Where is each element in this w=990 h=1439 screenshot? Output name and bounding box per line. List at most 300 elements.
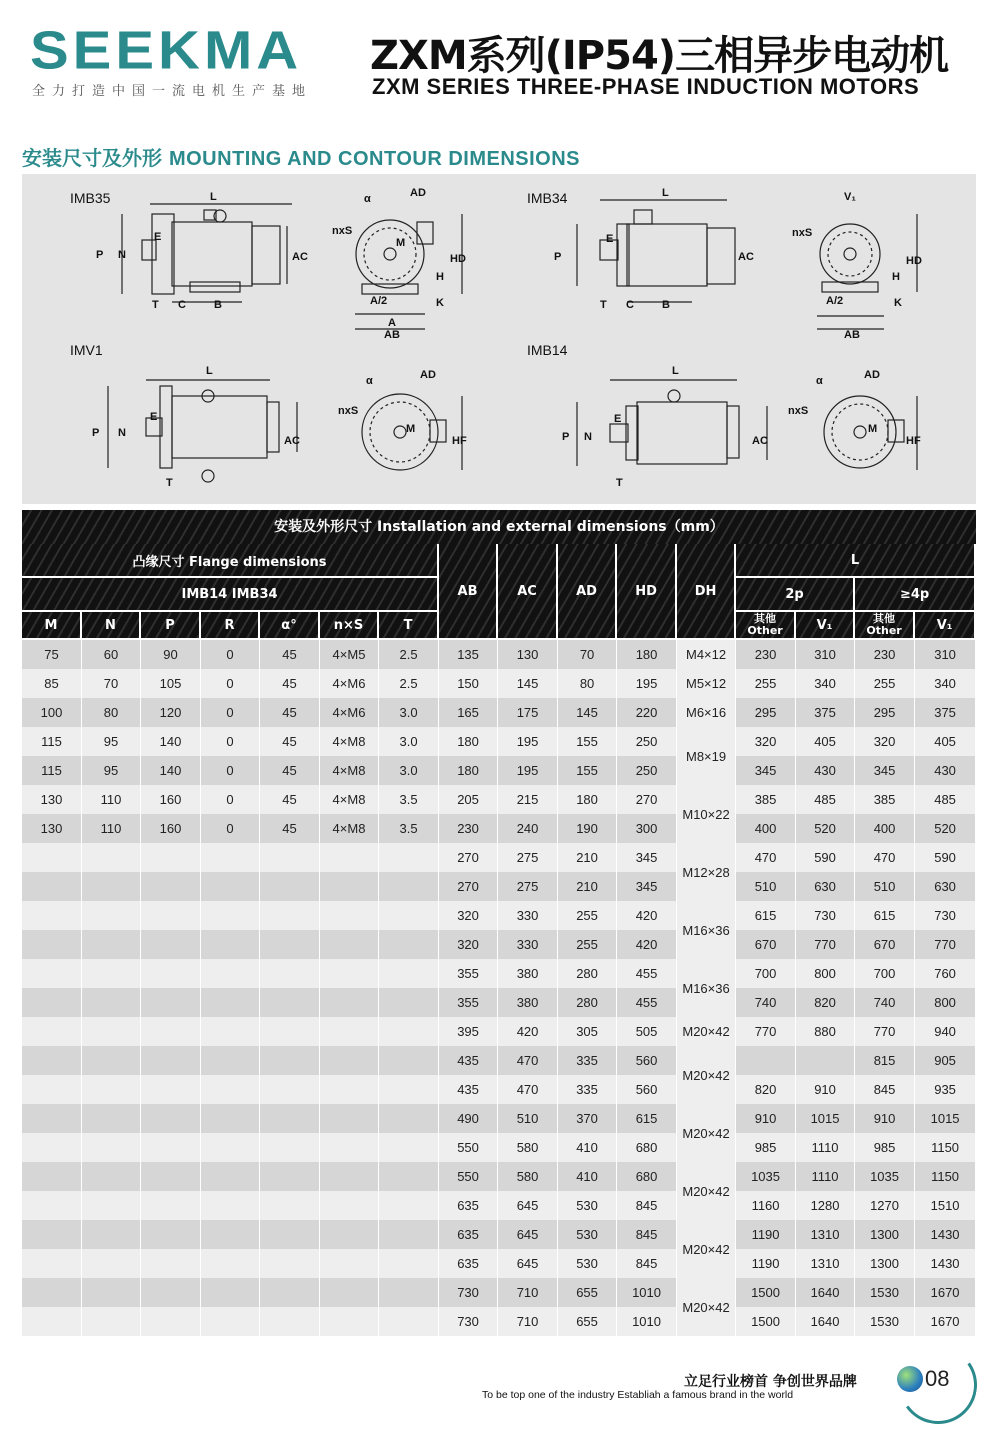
cell-flange [260, 1046, 320, 1075]
cell-flange: 90 [141, 640, 201, 669]
cell-l: 615 [855, 901, 915, 930]
cell-flange [260, 1104, 320, 1133]
dim-a2-imb34: A/2 [826, 295, 844, 307]
cell-ac: 710 [498, 1307, 558, 1336]
col-2p-other: 其他 Other [736, 612, 796, 640]
table-row [22, 988, 976, 1017]
dim-m-imb14: M [868, 423, 878, 435]
cell-ac: 470 [498, 1075, 558, 1104]
cell-l: 800 [915, 988, 976, 1017]
cell-flange: 2.5 [379, 640, 439, 669]
table-row [22, 1104, 976, 1133]
table-row [22, 1307, 976, 1336]
cell-hd: 845 [617, 1249, 677, 1278]
dim-a-imb35: A [388, 317, 396, 329]
cell-flange [22, 872, 82, 901]
cell-l: 985 [855, 1133, 915, 1162]
cell-hd: 845 [617, 1220, 677, 1249]
cell-flange [320, 901, 379, 930]
cell-l: 1500 [736, 1278, 796, 1307]
cell-flange [82, 930, 141, 959]
motor-drawings [22, 174, 976, 504]
dim-e-imb35: E [154, 231, 162, 243]
cell-hd: 845 [617, 1191, 677, 1220]
cell-flange [379, 959, 439, 988]
dimension-table-wrapper [22, 510, 976, 1336]
cell-flange: 4×M6 [320, 698, 379, 727]
cell-l: 345 [855, 756, 915, 785]
cell-l: 815 [855, 1046, 915, 1075]
brand-slogan: 全力打造中国一流电机生产基地 [32, 84, 313, 99]
cell-flange: 0 [201, 785, 260, 814]
cell-flange [22, 1017, 82, 1046]
section-title [22, 142, 580, 171]
dim-t-imb34: T [600, 299, 607, 311]
dim-nxs-imb14: nxS [788, 405, 809, 417]
cell-flange [82, 959, 141, 988]
cell-flange: 0 [201, 756, 260, 785]
cell-l: 770 [855, 1017, 915, 1046]
cell-ab: 490 [439, 1104, 498, 1133]
cell-flange [320, 1307, 379, 1336]
cell-flange [141, 1075, 201, 1104]
cell-hd: 560 [617, 1075, 677, 1104]
cell-flange: 95 [82, 756, 141, 785]
cell-flange [379, 988, 439, 1017]
cell-flange [141, 1191, 201, 1220]
cell-l: 230 [736, 640, 796, 669]
dim-p-imb35: P [96, 249, 104, 261]
cell-flange [22, 1046, 82, 1075]
cell-flange: 70 [82, 669, 141, 698]
cell-flange: 3.0 [379, 756, 439, 785]
cell-ac: 330 [498, 901, 558, 930]
dim-k-imb34: K [894, 297, 902, 309]
cell-ab: 635 [439, 1249, 498, 1278]
cell-flange [260, 930, 320, 959]
dim-ad-imb14: AD [864, 369, 880, 381]
col-dh: DH [677, 544, 736, 640]
table-row [22, 698, 976, 727]
cell-dh: M20×42 [677, 1278, 736, 1336]
cell-l: 400 [736, 814, 796, 843]
cell-flange [22, 843, 82, 872]
cell-flange [82, 1133, 141, 1162]
cell-ad: 410 [558, 1162, 617, 1191]
cell-l: 520 [915, 814, 976, 843]
col-hd: HD [617, 544, 677, 640]
cell-l: 1510 [915, 1191, 976, 1220]
table-row [22, 727, 976, 756]
cell-ac: 380 [498, 959, 558, 988]
cell-l: 1430 [915, 1220, 976, 1249]
cell-flange [260, 1017, 320, 1046]
cell-flange [22, 1249, 82, 1278]
cell-ab: 355 [439, 988, 498, 1017]
cell-flange: 75 [22, 640, 82, 669]
cell-l: 405 [915, 727, 976, 756]
dim-t-imv1: T [166, 477, 173, 489]
cell-flange [379, 1249, 439, 1278]
cell-l: 1670 [915, 1307, 976, 1336]
dim-e-imb14: E [614, 413, 622, 425]
cell-l: 820 [796, 988, 855, 1017]
cell-l: 430 [796, 756, 855, 785]
dim-p-imv1: P [92, 427, 100, 439]
cell-l: 1430 [915, 1249, 976, 1278]
diagram-label-imb14: IMB14 [527, 342, 568, 358]
cell-ac: 145 [498, 669, 558, 698]
col-t: T [379, 612, 439, 640]
cell-flange [260, 1191, 320, 1220]
cell-flange [201, 872, 260, 901]
cell-flange [201, 1133, 260, 1162]
cell-ad: 155 [558, 756, 617, 785]
cell-ab: 320 [439, 901, 498, 930]
cell-l: 820 [736, 1075, 796, 1104]
cell-flange [201, 1046, 260, 1075]
dim-ad-imv1: AD [420, 369, 436, 381]
cell-l: 670 [855, 930, 915, 959]
cell-flange [141, 901, 201, 930]
cell-l: 730 [915, 901, 976, 930]
cell-flange: 4×M5 [320, 640, 379, 669]
dim-t-imb35: T [152, 299, 159, 311]
cell-l: 910 [855, 1104, 915, 1133]
cell-ac: 195 [498, 727, 558, 756]
cell-l: 375 [796, 698, 855, 727]
cell-ab: 550 [439, 1133, 498, 1162]
cell-flange [141, 1220, 201, 1249]
cell-flange [22, 1104, 82, 1133]
cell-l: 1670 [915, 1278, 976, 1307]
cell-flange [260, 1133, 320, 1162]
dim-e-imb34: E [606, 233, 614, 245]
cell-flange [82, 1046, 141, 1075]
cell-flange [320, 930, 379, 959]
cell-flange: 95 [82, 727, 141, 756]
cell-ab: 135 [439, 640, 498, 669]
cell-l: 1270 [855, 1191, 915, 1220]
cell-flange [141, 1133, 201, 1162]
cell-ab: 435 [439, 1046, 498, 1075]
cell-flange [82, 988, 141, 1017]
cell-ac: 330 [498, 930, 558, 959]
cell-ab: 230 [439, 814, 498, 843]
cell-ad: 370 [558, 1104, 617, 1133]
cell-flange: 0 [201, 814, 260, 843]
dim-ac-imv1: AC [284, 435, 300, 447]
cell-dh: M20×42 [677, 1220, 736, 1278]
cell-flange: 110 [82, 814, 141, 843]
cell-dh: M6×16 [677, 698, 736, 727]
cell-flange: 0 [201, 727, 260, 756]
cell-l: 1035 [736, 1162, 796, 1191]
cell-l: 985 [736, 1133, 796, 1162]
cell-flange: 0 [201, 669, 260, 698]
globe-icon [897, 1366, 923, 1392]
cell-flange [201, 1162, 260, 1191]
cell-ad: 410 [558, 1133, 617, 1162]
cell-flange [379, 1046, 439, 1075]
cell-l: 1300 [855, 1220, 915, 1249]
cell-flange: 3.0 [379, 698, 439, 727]
cell-ab: 550 [439, 1162, 498, 1191]
dim-hd-imb34: HD [906, 255, 922, 267]
cell-flange [201, 1017, 260, 1046]
cell-l: 510 [736, 872, 796, 901]
cell-l: 310 [796, 640, 855, 669]
cell-hd: 250 [617, 756, 677, 785]
cell-flange: 4×M8 [320, 814, 379, 843]
cell-flange [82, 1249, 141, 1278]
cell-ab: 730 [439, 1307, 498, 1336]
dim-c-imb35: C [178, 299, 186, 311]
cell-ad: 530 [558, 1249, 617, 1278]
cell-flange [22, 1278, 82, 1307]
col-4p-other: 其他 Other [855, 612, 915, 640]
cell-flange [82, 1162, 141, 1191]
dim-hd-imb35: HD [450, 253, 466, 265]
cell-flange [260, 959, 320, 988]
col-4p-v1: V₁ [915, 612, 976, 640]
cell-flange: 115 [22, 727, 82, 756]
cell-dh: M20×42 [677, 1104, 736, 1162]
col-n: N [82, 612, 141, 640]
dim-b-imb35: B [214, 299, 222, 311]
cell-ac: 580 [498, 1133, 558, 1162]
cell-l: 740 [855, 988, 915, 1017]
cell-ad: 280 [558, 988, 617, 1017]
cell-flange [141, 872, 201, 901]
brand-logo: SEEKMA [30, 20, 303, 81]
cell-l: 590 [915, 843, 976, 872]
cell-ac: 175 [498, 698, 558, 727]
cell-flange [260, 901, 320, 930]
cell-flange [201, 843, 260, 872]
cell-l: 1640 [796, 1307, 855, 1336]
col-ab: AB [439, 544, 498, 640]
cell-ad: 145 [558, 698, 617, 727]
cell-flange [141, 1307, 201, 1336]
cell-l: 1160 [736, 1191, 796, 1220]
cell-l: 430 [915, 756, 976, 785]
cell-flange [22, 1162, 82, 1191]
footer-slogan-cn: 立足行业榜首 争创世界品牌 [684, 1374, 857, 1390]
cell-ac: 420 [498, 1017, 558, 1046]
dim-m-imb35: M [396, 237, 406, 249]
cell-flange [320, 843, 379, 872]
cell-l: 1190 [736, 1220, 796, 1249]
col-2p-v1: V₁ [796, 612, 855, 640]
cell-flange [82, 901, 141, 930]
cell-ab: 435 [439, 1075, 498, 1104]
cell-l: 730 [796, 901, 855, 930]
cell-l: 255 [855, 669, 915, 698]
cell-dh: M20×42 [677, 1046, 736, 1104]
cell-l: 520 [796, 814, 855, 843]
cell-l: 770 [796, 930, 855, 959]
cell-flange: 0 [201, 698, 260, 727]
cell-hd: 1010 [617, 1278, 677, 1307]
cell-ab: 270 [439, 872, 498, 901]
cell-flange [141, 1249, 201, 1278]
cell-flange [260, 1220, 320, 1249]
cell-flange [320, 1249, 379, 1278]
cell-flange: 4×M6 [320, 669, 379, 698]
cell-l: 770 [736, 1017, 796, 1046]
cell-hd: 455 [617, 988, 677, 1017]
cell-flange [320, 988, 379, 1017]
table-row [22, 756, 976, 785]
cell-dh: M16×36 [677, 901, 736, 959]
cell-flange [201, 959, 260, 988]
cell-flange [22, 1191, 82, 1220]
cell-l: 320 [855, 727, 915, 756]
flange-header: 凸缘尺寸 Flange dimensions [22, 544, 439, 578]
cell-dh: M20×42 [677, 1162, 736, 1220]
dim-l-imb35: L [210, 191, 217, 203]
cell-hd: 270 [617, 785, 677, 814]
dim-l-imb34: L [662, 187, 669, 199]
cell-ac: 510 [498, 1104, 558, 1133]
cell-dh: M10×22 [677, 785, 736, 843]
cell-dh: M8×19 [677, 727, 736, 785]
cell-l: 1310 [796, 1249, 855, 1278]
cell-l: 1640 [796, 1278, 855, 1307]
dim-nxs-imb34: nxS [792, 227, 813, 239]
cell-ab: 180 [439, 756, 498, 785]
cell-hd: 345 [617, 872, 677, 901]
imb35-front-view [355, 214, 462, 329]
cell-ad: 530 [558, 1220, 617, 1249]
cell-l: 905 [915, 1046, 976, 1075]
cell-flange [201, 1249, 260, 1278]
cell-l: 880 [796, 1017, 855, 1046]
imb34-side-view [577, 200, 735, 302]
cell-ab: 205 [439, 785, 498, 814]
cell-l: 1190 [736, 1249, 796, 1278]
cell-flange [379, 930, 439, 959]
table-row [22, 1133, 976, 1162]
cell-flange: 0 [201, 640, 260, 669]
cell-flange [82, 872, 141, 901]
cell-flange: 45 [260, 698, 320, 727]
dim-a2-imb35: A/2 [370, 295, 388, 307]
cell-flange [260, 1075, 320, 1104]
cell-l: 400 [855, 814, 915, 843]
cell-ab: 180 [439, 727, 498, 756]
cell-flange [260, 1249, 320, 1278]
cell-l: 230 [855, 640, 915, 669]
cell-flange: 3.5 [379, 814, 439, 843]
dimension-table [22, 544, 976, 1336]
cell-l: 405 [796, 727, 855, 756]
cell-flange [22, 930, 82, 959]
cell-l: 1015 [915, 1104, 976, 1133]
cell-l: 310 [915, 640, 976, 669]
dim-n-imv1: N [118, 427, 126, 439]
cell-l: 910 [736, 1104, 796, 1133]
cell-flange: 3.5 [379, 785, 439, 814]
cell-l: 845 [855, 1075, 915, 1104]
dim-hf-imv1: HF [452, 435, 467, 447]
cell-ad: 210 [558, 843, 617, 872]
table-row [22, 872, 976, 901]
cell-flange [22, 1075, 82, 1104]
imb35-side-view [122, 204, 292, 302]
cell-flange [22, 988, 82, 1017]
cell-dh: M12×28 [677, 843, 736, 901]
section-title-en: MOUNTING AND CONTOUR DIMENSIONS [168, 148, 581, 170]
col-p: P [141, 612, 201, 640]
cell-flange [201, 1191, 260, 1220]
dim-hf-imb14: HF [906, 435, 921, 447]
cell-flange [379, 1191, 439, 1220]
cell-hd: 420 [617, 930, 677, 959]
cell-flange: 160 [141, 785, 201, 814]
table-title: 安装及外形尺寸 Installation and external dimensions（mm） [22, 510, 976, 544]
table-row [22, 640, 976, 669]
page-number: 08 [925, 1366, 950, 1391]
cell-flange: 45 [260, 785, 320, 814]
table-row [22, 1249, 976, 1278]
cell-flange: 2.5 [379, 669, 439, 698]
cell-flange [201, 988, 260, 1017]
cell-flange [379, 1307, 439, 1336]
col-ad: AD [558, 544, 617, 640]
cell-l: 470 [736, 843, 796, 872]
dimension-table-body [22, 640, 976, 1336]
table-row [22, 843, 976, 872]
cell-flange [82, 1220, 141, 1249]
table-row [22, 1075, 976, 1104]
cell-l: 590 [796, 843, 855, 872]
cell-flange [379, 1278, 439, 1307]
dim-nxs-imb35: nxS [332, 225, 353, 237]
cell-flange: 45 [260, 669, 320, 698]
dim-c-imb34: C [626, 299, 634, 311]
cell-l: 385 [855, 785, 915, 814]
cell-flange: 140 [141, 727, 201, 756]
cell-l: 1300 [855, 1249, 915, 1278]
cell-ac: 240 [498, 814, 558, 843]
cell-flange: 60 [82, 640, 141, 669]
dim-t-imb14: T [616, 477, 623, 489]
cell-flange [320, 959, 379, 988]
cell-flange: 85 [22, 669, 82, 698]
cell-l [796, 1046, 855, 1075]
table-row [22, 1191, 976, 1220]
cell-flange [379, 901, 439, 930]
cell-ad: 255 [558, 930, 617, 959]
cell-l: 385 [736, 785, 796, 814]
cell-l: 1530 [855, 1307, 915, 1336]
dim-ab-imb35: AB [384, 329, 400, 341]
cell-l: 770 [915, 930, 976, 959]
cell-ad: 70 [558, 640, 617, 669]
dim-l-imb14: L [672, 365, 679, 377]
cell-l: 1150 [915, 1133, 976, 1162]
table-row [22, 1278, 976, 1307]
cell-ab: 395 [439, 1017, 498, 1046]
cell-flange [260, 872, 320, 901]
diagram-label-imb34: IMB34 [527, 190, 568, 206]
cell-ab: 165 [439, 698, 498, 727]
cell-flange [320, 1191, 379, 1220]
dim-n-imb35: N [118, 249, 126, 261]
cell-flange: 4×M8 [320, 756, 379, 785]
